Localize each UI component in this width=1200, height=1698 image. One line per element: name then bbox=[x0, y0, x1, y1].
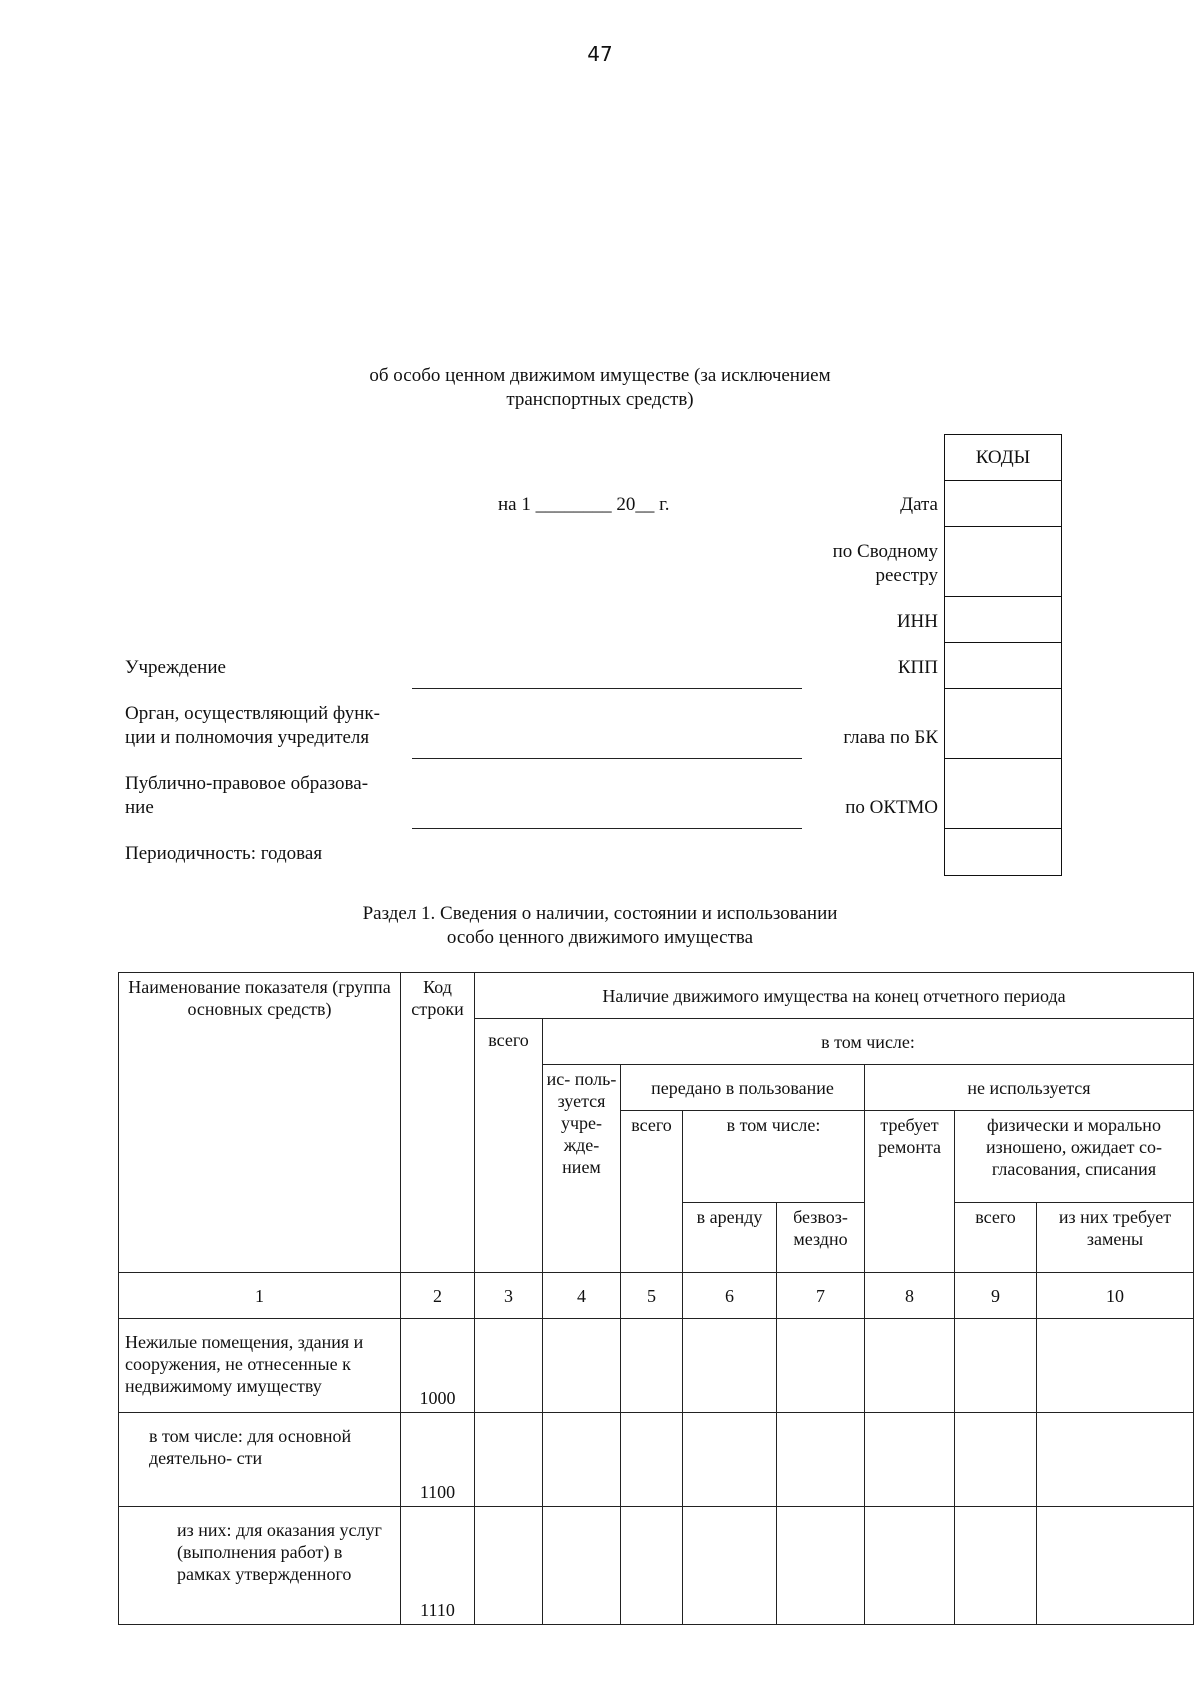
header-including: в том числе: bbox=[543, 1019, 1194, 1065]
data-cell[interactable] bbox=[475, 1413, 543, 1507]
label-public-line1: Публично-правовое образова- bbox=[125, 773, 369, 794]
page-number: 47 bbox=[587, 42, 613, 66]
header-transferred-total: всего bbox=[621, 1111, 683, 1273]
data-cell[interactable] bbox=[683, 1507, 777, 1625]
col-number: 8 bbox=[865, 1273, 955, 1319]
col-number: 4 bbox=[543, 1273, 621, 1319]
label-oktmo: по ОКТМО bbox=[845, 797, 938, 818]
table-row bbox=[119, 1319, 1194, 1413]
data-cell[interactable] bbox=[621, 1507, 683, 1625]
header-requires-repair: требует ремонта bbox=[865, 1111, 955, 1273]
row-code: 1000 bbox=[401, 1319, 475, 1413]
data-cell[interactable] bbox=[955, 1319, 1037, 1413]
data-cell[interactable] bbox=[865, 1507, 955, 1625]
public-entity-field-line[interactable] bbox=[412, 828, 802, 829]
code-oktmo-cell[interactable] bbox=[945, 759, 1061, 829]
row-name: из них: для оказания услуг (выполнения работ) в рамках утвержденного bbox=[119, 1507, 401, 1625]
data-cell[interactable] bbox=[865, 1413, 955, 1507]
header-transferred: передано в пользование bbox=[621, 1065, 865, 1111]
data-cell[interactable] bbox=[777, 1413, 865, 1507]
data-cell[interactable] bbox=[543, 1413, 621, 1507]
header-not-used: не используется bbox=[865, 1065, 1194, 1111]
founder-field-line[interactable] bbox=[412, 758, 802, 759]
row-code: 1100 bbox=[401, 1413, 475, 1507]
report-date-line[interactable]: на 1 ________ 20__ г. bbox=[498, 494, 670, 515]
header-availability: Наличие движимого имущества на конец отчетного периода bbox=[475, 973, 1194, 1019]
label-public-entity bbox=[125, 772, 368, 820]
movable-property-table bbox=[118, 972, 1194, 1625]
section-title-line2: особо ценного движимого имущества bbox=[446, 927, 754, 948]
header-worn-total: всего bbox=[955, 1203, 1037, 1273]
data-cell[interactable] bbox=[955, 1413, 1037, 1507]
data-cell[interactable] bbox=[1037, 1413, 1194, 1507]
header-requires-replacement: из них требует замены bbox=[1037, 1203, 1194, 1273]
label-registry-line2: реестру bbox=[875, 565, 938, 586]
data-cell[interactable] bbox=[777, 1319, 865, 1413]
col-number: 7 bbox=[777, 1273, 865, 1319]
data-cell[interactable] bbox=[1037, 1507, 1194, 1625]
header-used: ис- поль- зуется учре- жде- нием bbox=[543, 1065, 621, 1273]
data-cell[interactable] bbox=[543, 1319, 621, 1413]
row-name: в том числе: для основной деятельно- сти bbox=[119, 1413, 401, 1507]
col-number: 6 bbox=[683, 1273, 777, 1319]
code-inn-cell[interactable] bbox=[945, 597, 1061, 643]
data-cell[interactable] bbox=[1037, 1319, 1194, 1413]
label-institution: Учреждение bbox=[125, 657, 226, 678]
row-name: Нежилые помещения, здания и сооружения, не отнесенные к недвижимому имуществу bbox=[119, 1319, 401, 1413]
data-cell[interactable] bbox=[475, 1507, 543, 1625]
label-periodicity: Периодичность: годовая bbox=[125, 843, 323, 864]
data-cell[interactable] bbox=[621, 1319, 683, 1413]
codes-header: КОДЫ bbox=[945, 435, 1061, 481]
data-cell[interactable] bbox=[543, 1507, 621, 1625]
form-title-line2: транспортных средств) bbox=[506, 389, 694, 410]
label-chapter-bk: глава по БК bbox=[843, 727, 938, 748]
code-chapter-cell[interactable] bbox=[945, 689, 1061, 759]
data-cell[interactable] bbox=[777, 1507, 865, 1625]
label-founder bbox=[125, 702, 380, 750]
header-name: Наименование показателя (группа основных средств) bbox=[119, 973, 401, 1273]
col-number: 1 bbox=[119, 1273, 401, 1319]
col-number: 5 bbox=[621, 1273, 683, 1319]
data-cell[interactable] bbox=[683, 1413, 777, 1507]
form-title bbox=[300, 364, 900, 412]
header-total: всего bbox=[475, 1019, 543, 1273]
label-founder-line1: Орган, осуществляющий функ- bbox=[125, 703, 380, 724]
label-registry bbox=[738, 540, 938, 588]
header-code: Код строки bbox=[401, 973, 475, 1273]
section-title-line1: Раздел 1. Сведения о наличии, состоянии и использовании bbox=[362, 903, 838, 924]
institution-field-line[interactable] bbox=[412, 688, 802, 689]
table-row bbox=[119, 1413, 1194, 1507]
data-cell[interactable] bbox=[865, 1319, 955, 1413]
label-date: Дата bbox=[900, 494, 938, 515]
label-founder-line2: ции и полномочия учредителя bbox=[125, 727, 370, 748]
col-number: 10 bbox=[1037, 1273, 1194, 1319]
code-date-cell[interactable] bbox=[945, 481, 1061, 527]
data-cell[interactable] bbox=[475, 1319, 543, 1413]
header-transferred-including: в том числе: bbox=[683, 1111, 865, 1203]
header-free-of-charge: безвоз- мездно bbox=[777, 1203, 865, 1273]
data-cell[interactable] bbox=[621, 1413, 683, 1507]
table-row bbox=[119, 1507, 1194, 1625]
row-code: 1110 bbox=[401, 1507, 475, 1625]
col-number: 2 bbox=[401, 1273, 475, 1319]
form-title-line1: об особо ценном движимом имуществе (за исключением bbox=[369, 365, 831, 386]
label-kpp: КПП bbox=[897, 657, 938, 678]
label-registry-line1: по Сводному bbox=[832, 541, 938, 562]
label-inn: ИНН bbox=[896, 611, 938, 632]
code-kpp-cell[interactable] bbox=[945, 643, 1061, 689]
section-title bbox=[300, 902, 900, 950]
code-registry-cell[interactable] bbox=[945, 527, 1061, 597]
code-periodicity-cell[interactable] bbox=[945, 829, 1061, 875]
data-cell[interactable] bbox=[955, 1507, 1037, 1625]
label-public-line2: ние bbox=[125, 797, 154, 818]
col-number: 3 bbox=[475, 1273, 543, 1319]
header-worn-out: физически и морально изношено, ожидает со- гласования, списания bbox=[955, 1111, 1194, 1203]
header-lease: в аренду bbox=[683, 1203, 777, 1273]
col-number: 9 bbox=[955, 1273, 1037, 1319]
codes-box bbox=[944, 434, 1062, 876]
data-cell[interactable] bbox=[683, 1319, 777, 1413]
